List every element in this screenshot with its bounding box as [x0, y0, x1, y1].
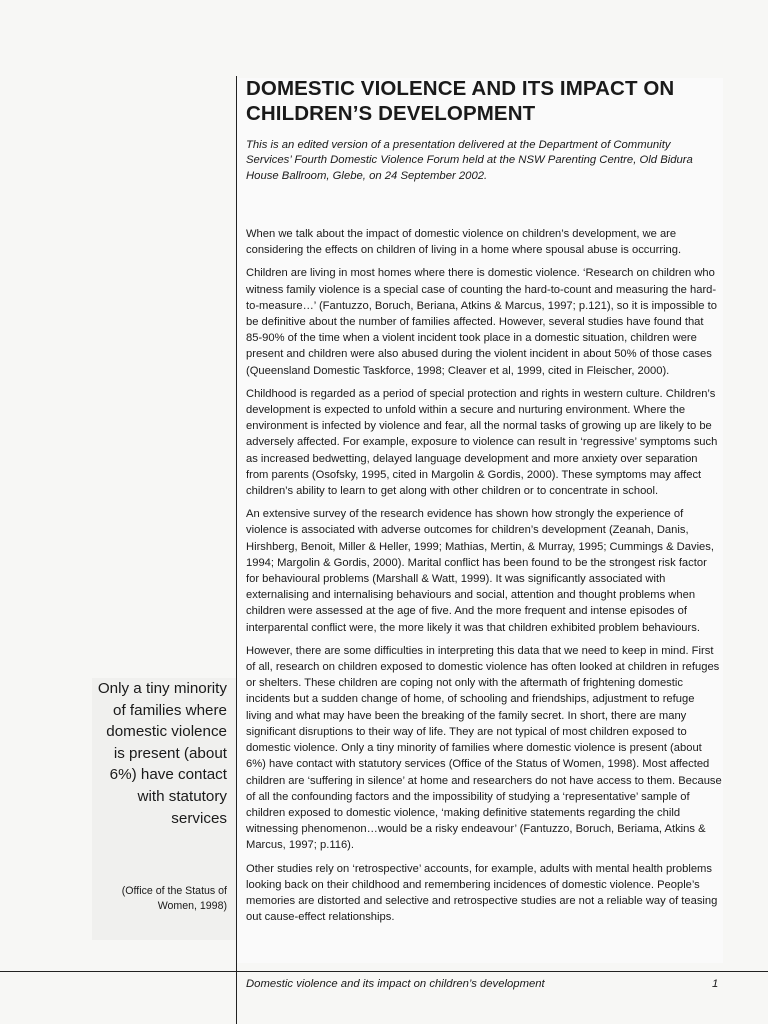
pullquote-citation: (Office of the Status of Women, 1998) — [121, 885, 227, 912]
body-paragraph-6: Other studies rely on ‘retrospective’ accounts, for example, adults with mental health problems looking back on their childhood and remembering incidences of domestic violence. People’s memories are distorted and selective and retrospective studies are not a reliable way of teasing out cause-effect relationships. — [246, 862, 718, 924]
body-paragraph-5: However, there are some difficulties in interpreting this data that we need to keep in mind. First of all, research on children exposed to domestic violence has often looked at children in refuges or shelters. These children are coping not only with the aftermath of frightening domestic incidents but a sudden change of home, of schooling and friendships, adjustment to refuge living and what may have been the breaking of the family secret. In short, there are many significant disruptions to their way of life. They are not typical of most children exposed to domestic violence. Only a tiny minority of families where domestic violence is present (about 6%) have contact with statutory services (Office of the Status of Women, 1998). Most affected children are ‘suffering in silence’ at home and researchers do not have access to them. Because of all the confounding factors and the impossibility of studying a ‘representative’ sample of children exposed to domestic violence, ‘making definitive statements regarding the child witnessing phenomenon…would be a risky endeavour’ (Fantuzzo, Boruch, Beriama, Atkins & Marcus, 1997; p.116). — [246, 644, 722, 852]
body-paragraph-2: Children are living in most homes where there is domestic violence. ‘Research on children who witness family violence is a special case of counting the hard-to-count and measuring the hard-to-measure…’ (Fantuzzo, Boruch, Beriana, Atkins & Marcus, 1997; p.121), so it is impossible to be definitive about the number of families affected. However, several studies have found that 85-90% of the time when a violent incident took place in a domestic situation, children were present and children were also abused during the violent incident in about 50% of those cases (Queensland Domestic Taskforce, 1998; Cleaver et al, 1999, cited in Fleischer, 2000). — [246, 267, 717, 377]
body-paragraph-3: Childhood is regarded as a period of special protection and rights in western culture. Children’s development is expected to unfold within a secure and nurturing environment. Where the environment is infected by violence and fear, all the normal tasks of growing up are likely to be adversely affected. For example, exposure to violence can result in ‘regressive’ symptoms such as increased bedwetting, delayed language development and more anxiety over separation from parents (Osofsky, 1995, cited in Margolin & Gordis, 2000). These symptoms may affect children’s ability to learn to get along with other children or to concentrate in school. — [246, 387, 718, 498]
vertical-rule — [236, 76, 237, 1024]
intro-note: This is an edited version of a presentation delivered at the Department of Community Services’ Fourth Domestic Violence Forum held at the NSW Parenting Centre, Old Bidura House Ballroom, Glebe, on 24 September 2002. — [246, 139, 693, 182]
document-title: DOMESTIC VIOLENCE AND ITS IMPACT ON CHILDREN’S DEVELOPMENT — [246, 77, 675, 125]
body-paragraph-1: When we talk about the impact of domestic violence on children’s development, we are considering the effects on children of living in a home where spousal abuse is occurring. — [246, 228, 682, 257]
footer-rule — [0, 971, 768, 972]
pullquote: Only a tiny minority of families where domestic violence is present (about 6%) have contact with statutory services — [97, 680, 227, 827]
page-number: 1 — [712, 978, 719, 990]
running-footer-title: Domestic violence and its impact on children’s development — [246, 978, 545, 990]
body-paragraph-4: An extensive survey of the research evidence has shown how strongly the experience of violence is associated with adverse outcomes for children’s development (Zeanah, Danis, Hirshberg, Benoit, Miller & Heller, 1999; Mathias, Mertin, & Murray, 1995; Cummings & Davies, 1994; Margolin & Gordis, 2000). Marital conflict has been found to be the strongest risk factor for behavioural problems (Marshall & Watt, 1999). It was significantly associated with externalising and internalising behaviours and social, attention and thought problems when children were assessed at the age of five. And the more frequent and intense episodes of interparental conflict were, the more likely it was that children exhibited problem behaviours. — [246, 508, 714, 634]
body-text — [246, 226, 722, 932]
